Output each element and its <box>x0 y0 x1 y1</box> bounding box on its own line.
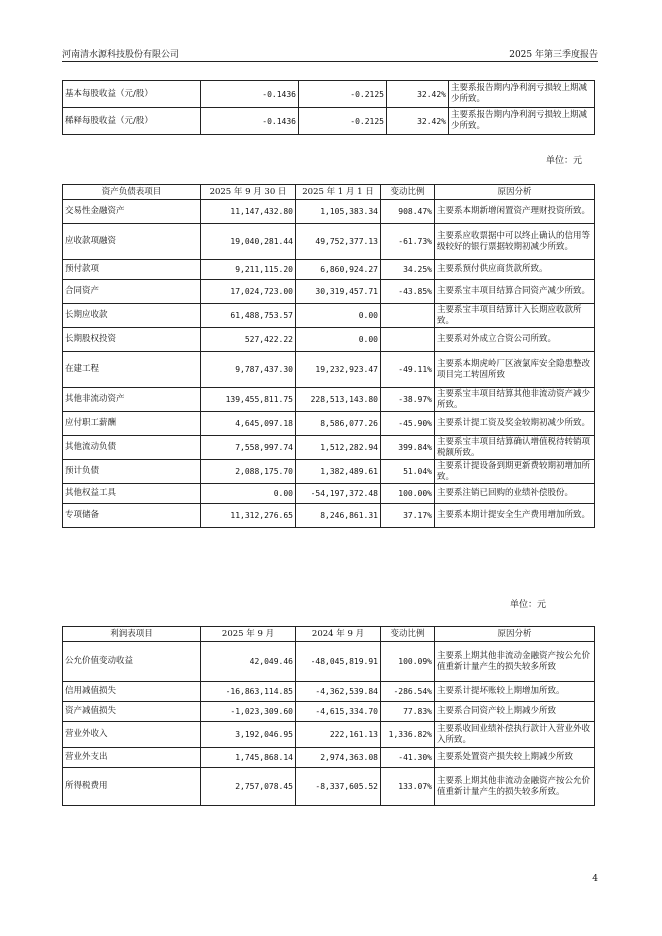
row-current-value: 1,745,868.14 <box>201 748 296 768</box>
row-prior-value: -0.2125 <box>299 81 387 108</box>
row-reason-cell: 主要系预付供应商货款所致。 <box>435 260 595 280</box>
row-prior-value: 0.00 <box>296 304 381 328</box>
balance-table-body <box>63 200 595 528</box>
row-reason-cell: 主要系宝丰项目结算计入长期应收款所致。 <box>435 304 595 328</box>
row-reason-cell: 主要系本期虎岭厂区液氯库安全隐患整改项目完工转固所致 <box>435 352 595 388</box>
eps-table-body <box>63 81 595 135</box>
income-statement-table <box>62 626 595 806</box>
row-change-ratio: 908.47% <box>381 200 435 224</box>
row-current-value: -1,023,309.60 <box>201 702 296 722</box>
table-row <box>63 748 595 768</box>
table-row <box>63 81 595 108</box>
table-row <box>63 388 595 412</box>
row-item-cell: 专项储备 <box>63 504 201 528</box>
row-change-ratio: -41.30% <box>381 748 435 768</box>
report-title: 2025 年第三季度报告 <box>509 50 598 60</box>
row-reason-cell: 主要系报告期内净利润亏损较上期减少所致。 <box>449 81 595 108</box>
row-prior-value: -48,045,819.91 <box>296 642 381 682</box>
row-prior-value: -8,337,605.52 <box>296 768 381 806</box>
row-item-cell: 长期股权投资 <box>63 328 201 352</box>
eps-table <box>62 80 595 135</box>
table-row <box>63 412 595 436</box>
table-row <box>63 484 595 504</box>
row-change-ratio: 100.09% <box>381 642 435 682</box>
table-row <box>63 328 595 352</box>
row-prior-value: 8,246,861.31 <box>296 504 381 528</box>
company-name: 河南清水源科技股份有限公司 <box>62 50 180 60</box>
row-reason-cell: 主要系计提设备到期更新费较期初增加所致。 <box>435 460 595 484</box>
row-item-cell: 交易性金融资产 <box>63 200 201 224</box>
row-reason-cell: 主要系处置资产损失较上期减少所致 <box>435 748 595 768</box>
table-row <box>63 722 595 748</box>
row-change-ratio: 34.25% <box>381 260 435 280</box>
row-item-cell: 应付职工薪酬 <box>63 412 201 436</box>
row-change-ratio <box>381 328 435 352</box>
row-prior-value: -4,615,334.70 <box>296 702 381 722</box>
row-item-cell: 应收款项融资 <box>63 224 201 260</box>
row-item-cell: 预付款项 <box>63 260 201 280</box>
row-current-value: 3,192,046.95 <box>201 722 296 748</box>
row-current-value: 42,049.46 <box>201 642 296 682</box>
row-item-cell: 其他流动负债 <box>63 436 201 460</box>
row-reason-cell: 主要系宝丰项目结算其他非流动资产减少所致。 <box>435 388 595 412</box>
row-current-value: 19,040,281.44 <box>201 224 296 260</box>
table-row <box>63 304 595 328</box>
table-row <box>63 682 595 702</box>
row-current-value: 2,088,175.70 <box>201 460 296 484</box>
row-current-value: 7,558,997.74 <box>201 436 296 460</box>
row-prior-value: 0.00 <box>296 328 381 352</box>
row-reason-cell: 主要系注销已回购的业绩补偿股份。 <box>435 484 595 504</box>
row-prior-value: -4,362,539.84 <box>296 682 381 702</box>
row-reason-cell: 主要系合同资产较上期减少所致 <box>435 702 595 722</box>
row-prior-value: -0.2125 <box>299 108 387 135</box>
col-header: 变动比例 <box>381 627 435 642</box>
row-prior-value: 228,513,143.80 <box>296 388 381 412</box>
table-row <box>63 504 595 528</box>
row-prior-value: 6,860,924.27 <box>296 260 381 280</box>
row-current-value: 4,645,097.18 <box>201 412 296 436</box>
row-item-cell: 基本每股收益（元/股） <box>63 81 201 108</box>
row-prior-value: -54,197,372.48 <box>296 484 381 504</box>
row-current-value: 527,422.22 <box>201 328 296 352</box>
row-current-value: 2,757,078.45 <box>201 768 296 806</box>
row-item-cell: 稀释每股收益（元/股） <box>63 108 201 135</box>
row-change-ratio: -38.97% <box>381 388 435 412</box>
col-header: 2024 年 9 月 <box>296 627 381 642</box>
row-current-value: 139,455,811.75 <box>201 388 296 412</box>
row-change-ratio: 32.42% <box>387 108 449 135</box>
row-current-value: 61,488,753.57 <box>201 304 296 328</box>
table-row <box>63 260 595 280</box>
row-current-value: 0.00 <box>201 484 296 504</box>
row-current-value: 17,024,723.00 <box>201 280 296 304</box>
balance-unit-label: 单位：元 <box>546 156 583 166</box>
col-header: 变动比例 <box>381 185 435 200</box>
row-change-ratio: 399.84% <box>381 436 435 460</box>
row-reason-cell: 主要系本期计提安全生产费用增加所致。 <box>435 504 595 528</box>
row-reason-cell: 主要系上期其他非流动金融资产按公允价值重新计量产生的损失较多所致 <box>435 642 595 682</box>
table-row <box>63 224 595 260</box>
col-header: 利润表项目 <box>63 627 201 642</box>
table-row <box>63 460 595 484</box>
row-prior-value: 8,586,077.26 <box>296 412 381 436</box>
row-item-cell: 公允价值变动收益 <box>63 642 201 682</box>
row-change-ratio: 100.00% <box>381 484 435 504</box>
balance-header-row <box>63 185 595 200</box>
table-row <box>63 768 595 806</box>
row-change-ratio: 51.04% <box>381 460 435 484</box>
row-reason-cell: 主要系收回业绩补偿执行款计入营业外收入所致。 <box>435 722 595 748</box>
row-reason-cell: 主要系宝丰项目结算合同资产减少所致。 <box>435 280 595 304</box>
row-item-cell: 其他非流动资产 <box>63 388 201 412</box>
row-current-value: 9,211,115.20 <box>201 260 296 280</box>
row-item-cell: 所得税费用 <box>63 768 201 806</box>
row-change-ratio: -49.11% <box>381 352 435 388</box>
row-current-value: -0.1436 <box>201 108 299 135</box>
row-prior-value: 2,974,363.08 <box>296 748 381 768</box>
row-item-cell: 营业外支出 <box>63 748 201 768</box>
row-prior-value: 49,752,377.13 <box>296 224 381 260</box>
table-row <box>63 436 595 460</box>
row-prior-value: 1,512,282.94 <box>296 436 381 460</box>
row-prior-value: 1,105,383.34 <box>296 200 381 224</box>
row-change-ratio: 77.83% <box>381 702 435 722</box>
row-item-cell: 预计负债 <box>63 460 201 484</box>
row-item-cell: 其他权益工具 <box>63 484 201 504</box>
row-change-ratio <box>381 304 435 328</box>
balance-sheet-table <box>62 184 595 528</box>
row-item-cell: 长期应收款 <box>63 304 201 328</box>
row-item-cell: 信用减值损失 <box>63 682 201 702</box>
row-reason-cell: 主要系对外成立合资公司所致。 <box>435 328 595 352</box>
col-header: 2025 年 1 月 1 日 <box>296 185 381 200</box>
col-header: 原因分析 <box>435 627 595 642</box>
row-item-cell: 合同资产 <box>63 280 201 304</box>
table-row <box>63 108 595 135</box>
income-header-row <box>63 627 595 642</box>
row-reason-cell: 主要系本期新增闲置资产理财投资所致。 <box>435 200 595 224</box>
table-row <box>63 642 595 682</box>
page-header <box>62 47 598 62</box>
table-row <box>63 280 595 304</box>
row-current-value: 11,312,276.65 <box>201 504 296 528</box>
row-reason-cell: 主要系计提坏账较上期增加所致。 <box>435 682 595 702</box>
row-reason-cell: 主要系报告期内净利润亏损较上期减少所致。 <box>449 108 595 135</box>
page-number: 4 <box>592 874 598 884</box>
table-row <box>63 200 595 224</box>
row-change-ratio: -286.54% <box>381 682 435 702</box>
row-reason-cell: 主要系应收票据中可以终止确认的信用等级较好的银行票据较期初减少所致。 <box>435 224 595 260</box>
table-row <box>63 352 595 388</box>
row-current-value: 9,787,437.30 <box>201 352 296 388</box>
row-reason-cell: 主要系宝丰项目结算确认增值税待转销项税额所致。 <box>435 436 595 460</box>
row-prior-value: 30,319,457.71 <box>296 280 381 304</box>
table-row <box>63 702 595 722</box>
income-table-body <box>63 642 595 806</box>
row-prior-value: 1,382,489.61 <box>296 460 381 484</box>
row-change-ratio: -43.85% <box>381 280 435 304</box>
row-prior-value: 19,232,923.47 <box>296 352 381 388</box>
col-header: 资产负债表项目 <box>63 185 201 200</box>
row-current-value: -0.1436 <box>201 81 299 108</box>
col-header: 2025 年 9 月 <box>201 627 296 642</box>
col-header: 2025 年 9 月 30 日 <box>201 185 296 200</box>
row-change-ratio: 32.42% <box>387 81 449 108</box>
row-current-value: 11,147,432.80 <box>201 200 296 224</box>
income-unit-label: 单位：元 <box>510 600 547 610</box>
row-change-ratio: 133.07% <box>381 768 435 806</box>
row-item-cell: 营业外收入 <box>63 722 201 748</box>
row-reason-cell: 主要系计提工资及奖金较期初减少所致。 <box>435 412 595 436</box>
col-header: 原因分析 <box>435 185 595 200</box>
row-reason-cell: 主要系上期其他非流动金融资产按公允价值重新计量产生的损失较多所致。 <box>435 768 595 806</box>
row-change-ratio: -45.90% <box>381 412 435 436</box>
row-item-cell: 资产减值损失 <box>63 702 201 722</box>
row-prior-value: 222,161.13 <box>296 722 381 748</box>
row-change-ratio: 1,336.82% <box>381 722 435 748</box>
row-change-ratio: 37.17% <box>381 504 435 528</box>
row-item-cell: 在建工程 <box>63 352 201 388</box>
row-change-ratio: -61.73% <box>381 224 435 260</box>
row-current-value: -16,863,114.85 <box>201 682 296 702</box>
